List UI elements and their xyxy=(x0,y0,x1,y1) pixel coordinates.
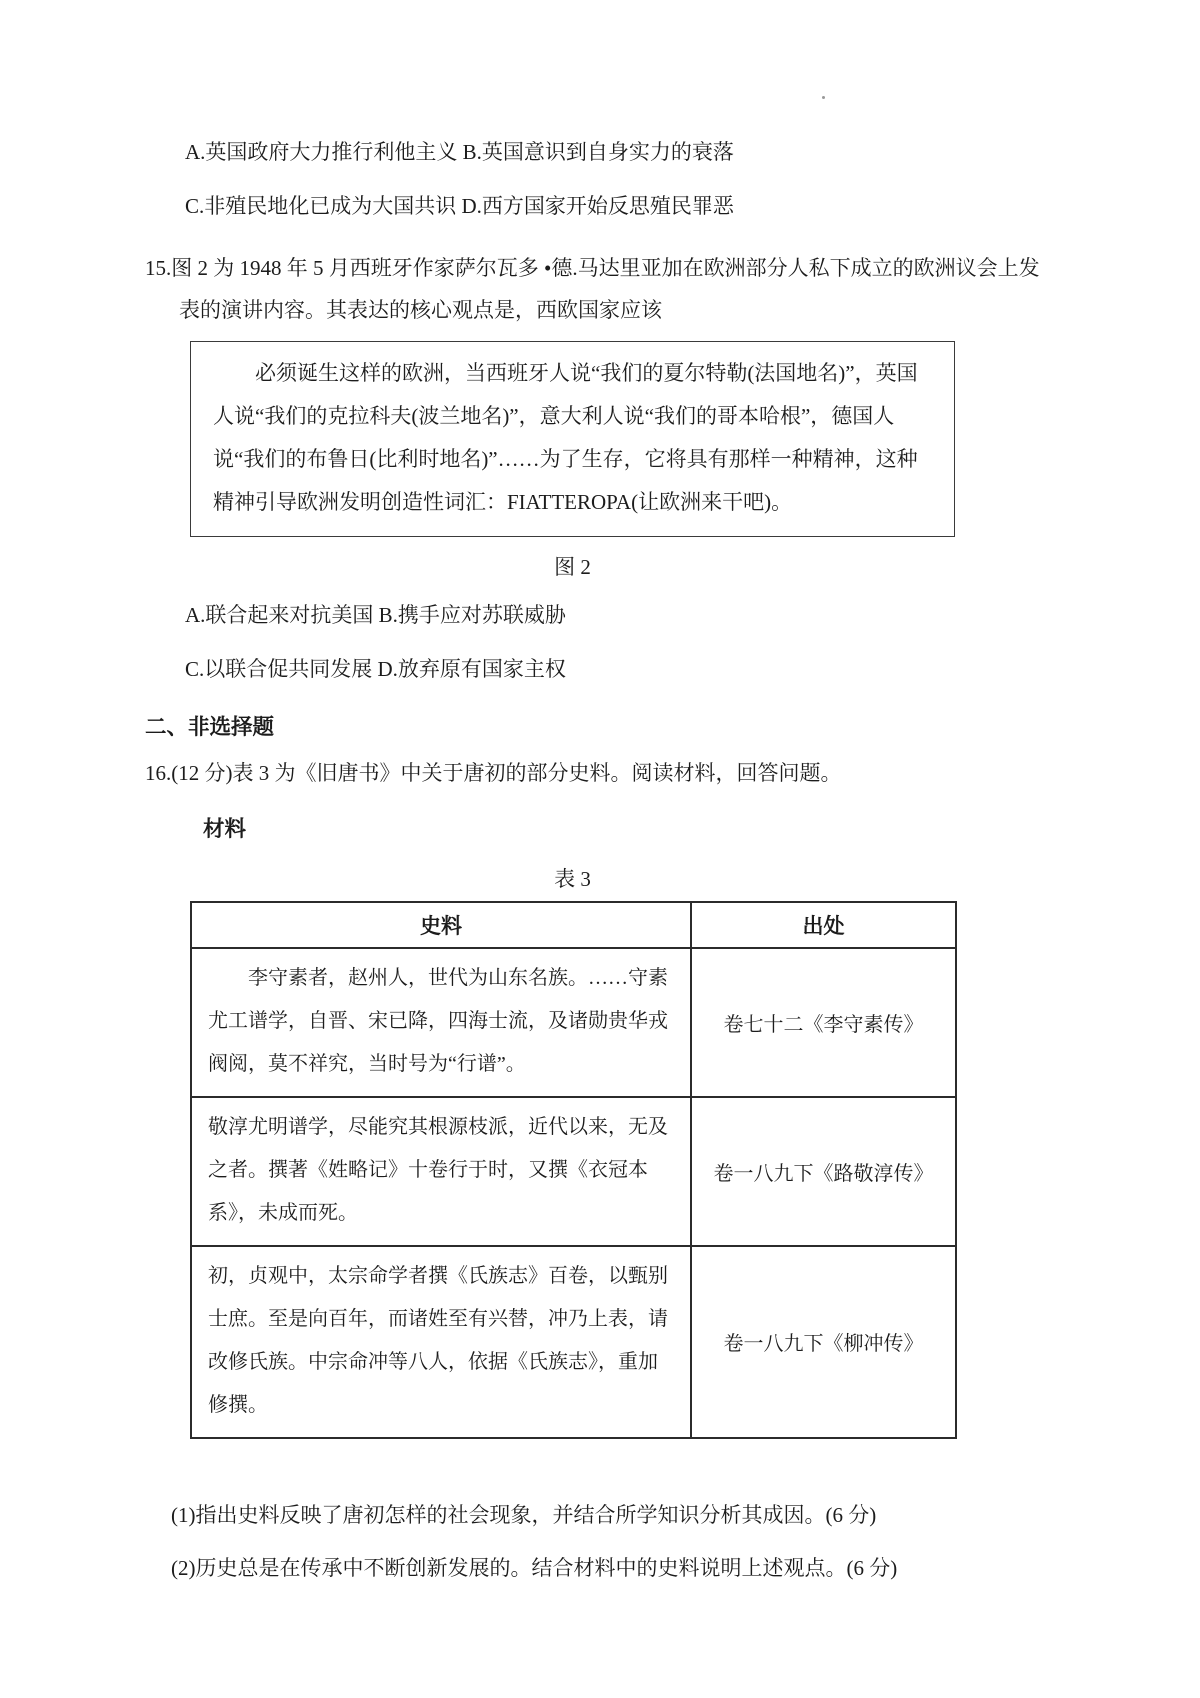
shiliao-cell: 李守素者，赵州人，世代为山东名族。……守素尤工谱学，自晋、宋已降，四海士流，及诸勋贵华戎阀阅，莫不祥究，当时号为“行谱”。 xyxy=(191,948,691,1097)
figure-2-caption: 图 2 xyxy=(554,554,591,579)
q15-options-cd: C.以联合促共同发展 D.放弃原有国家主权 xyxy=(185,657,566,682)
spacer xyxy=(145,1439,1050,1501)
q16-subquestion-1: (1)指出史料反映了唐初怎样的社会现象，并结合所学知识分析其成因。(6 分) xyxy=(171,1502,877,1527)
col-header-shiliao: 史料 xyxy=(191,902,691,948)
q14-options-cd: C.非殖民地化已成为大国共识 D.西方国家开始反思殖民罪恶 xyxy=(185,194,734,219)
q15-quote-text: 必须诞生这样的欧洲，当西班牙人说“我们的夏尔特勒(法国地名)”，英国人说“我们的克拉科夫(波兰地名)”，意大利人说“我们的哥本哈根”，德国人说“我们的布鲁日(比利时地名)”……为了生存，它将具有那样一种精神，这种精神引导欧洲发明创造性词汇：FIATTEROPA(让欧洲来干吧)。 xyxy=(213,360,918,514)
q16-subquestion-2: (2)历史总是在传承中不断创新发展的。结合材料中的史料说明上述观点。(6 分) xyxy=(171,1556,898,1581)
table-row xyxy=(191,1097,956,1246)
scan-artifact-dot xyxy=(822,96,825,99)
q15-quote-box xyxy=(190,341,955,537)
table-row xyxy=(191,948,956,1097)
table-3 xyxy=(190,901,957,1439)
chuchu-cell: 卷七十二《李守素传》 xyxy=(691,948,956,1097)
q14-options-ab: A.英国政府大力推行利他主义 B.英国意识到自身实力的衰落 xyxy=(185,140,734,164)
table-3-caption: 表 3 xyxy=(554,866,591,891)
col-header-chuchu: 出处 xyxy=(691,902,956,948)
table-header-row xyxy=(191,902,956,948)
table-row xyxy=(191,1246,956,1438)
q15-options-ab: A.联合起来对抗美国 B.携手应对苏联威胁 xyxy=(185,602,566,627)
shiliao-cell: 初，贞观中，太宗命学者撰《氏族志》百卷，以甄别士庶。至是向百年，而诸姓至有兴替，冲乃上表，请改修氏族。中宗命冲等八人，依据《氏族志》，重加修撰。 xyxy=(191,1246,691,1438)
shiliao-cell: 敬淳尤明谱学，尽能究其根源枝派，近代以来，无及之者。撰著《姓略记》十卷行于时，又撰《衣冠本系》，未成而死。 xyxy=(191,1097,691,1246)
material-label: 材料 xyxy=(203,816,247,841)
section-2-heading: 二、非选择题 xyxy=(145,714,275,739)
chuchu-cell: 卷一八九下《柳冲传》 xyxy=(691,1246,956,1438)
q16-intro: 16.(12 分)表 3 为《旧唐书》中关于唐初的部分史料。阅读材料，回答问题。 xyxy=(145,760,842,785)
q15-stem: 15.图 2 为 1948 年 5 月西班牙作家萨尔瓦多 •德.马达里亚加在欧洲部分人私下成立的欧洲议会上发表的演讲内容。其表达的核心观点是，西欧国家应该 xyxy=(145,255,1040,322)
chuchu-cell: 卷一八九下《路敬淳传》 xyxy=(691,1097,956,1246)
